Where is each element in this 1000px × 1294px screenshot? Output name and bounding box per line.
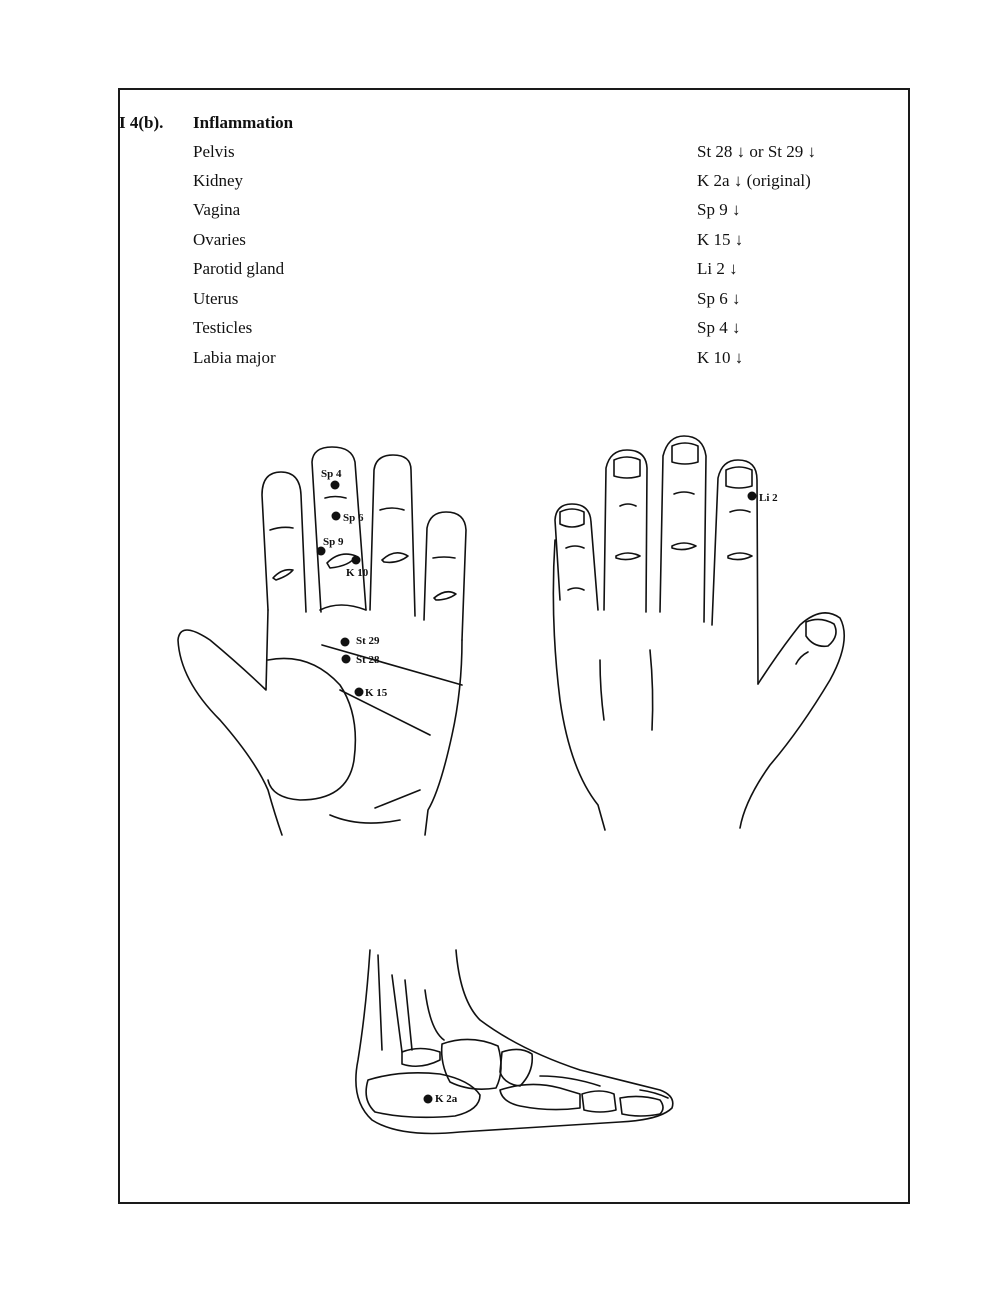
- label-k15: K 15: [365, 687, 388, 699]
- row-point: Sp 9 ↓: [697, 200, 741, 219]
- row-label: Testicles: [193, 318, 253, 337]
- label-sp4: Sp 4: [321, 468, 342, 480]
- point-marker-sp4: [331, 481, 340, 490]
- label-k10: K 10: [346, 567, 369, 579]
- point-marker-st29: [341, 638, 350, 647]
- row-label: Uterus: [193, 289, 239, 308]
- label-li2: Li 2: [759, 492, 778, 504]
- row-label: Kidney: [193, 171, 244, 190]
- section-code: I 4(b).: [119, 113, 164, 132]
- label-k2a: K 2a: [435, 1093, 458, 1105]
- row-point: Li 2 ↓: [697, 259, 738, 278]
- palm-hand-outline: [178, 447, 466, 835]
- label-sp6: Sp 6: [343, 512, 364, 524]
- row-point: Sp 4 ↓: [697, 318, 741, 337]
- row-label: Ovaries: [193, 230, 246, 249]
- label-st29: St 29: [356, 635, 380, 647]
- point-marker-li2: [748, 492, 757, 501]
- point-marker-st28: [342, 655, 351, 664]
- row-label: Labia major: [193, 348, 276, 367]
- point-marker-k2a: [424, 1095, 433, 1104]
- row-label: Parotid gland: [193, 259, 285, 278]
- row-point: K 10 ↓: [697, 348, 744, 367]
- row-label: Vagina: [193, 200, 241, 219]
- point-marker-k15: [355, 688, 364, 697]
- row-point: Sp 6 ↓: [697, 289, 741, 308]
- row-point: St 28 ↓ or St 29 ↓: [697, 142, 817, 161]
- point-marker-sp6: [332, 512, 341, 521]
- label-sp9: Sp 9: [323, 536, 344, 548]
- row-point: K 15 ↓: [697, 230, 744, 249]
- label-st28: St 28: [356, 654, 380, 666]
- section-title: Inflammation: [193, 113, 294, 132]
- row-point: K 2a ↓ (original): [697, 171, 811, 190]
- foot-outline: [356, 950, 673, 1134]
- point-marker-k10: [352, 556, 361, 565]
- row-label: Pelvis: [193, 142, 235, 161]
- back-hand-outline: [553, 436, 844, 830]
